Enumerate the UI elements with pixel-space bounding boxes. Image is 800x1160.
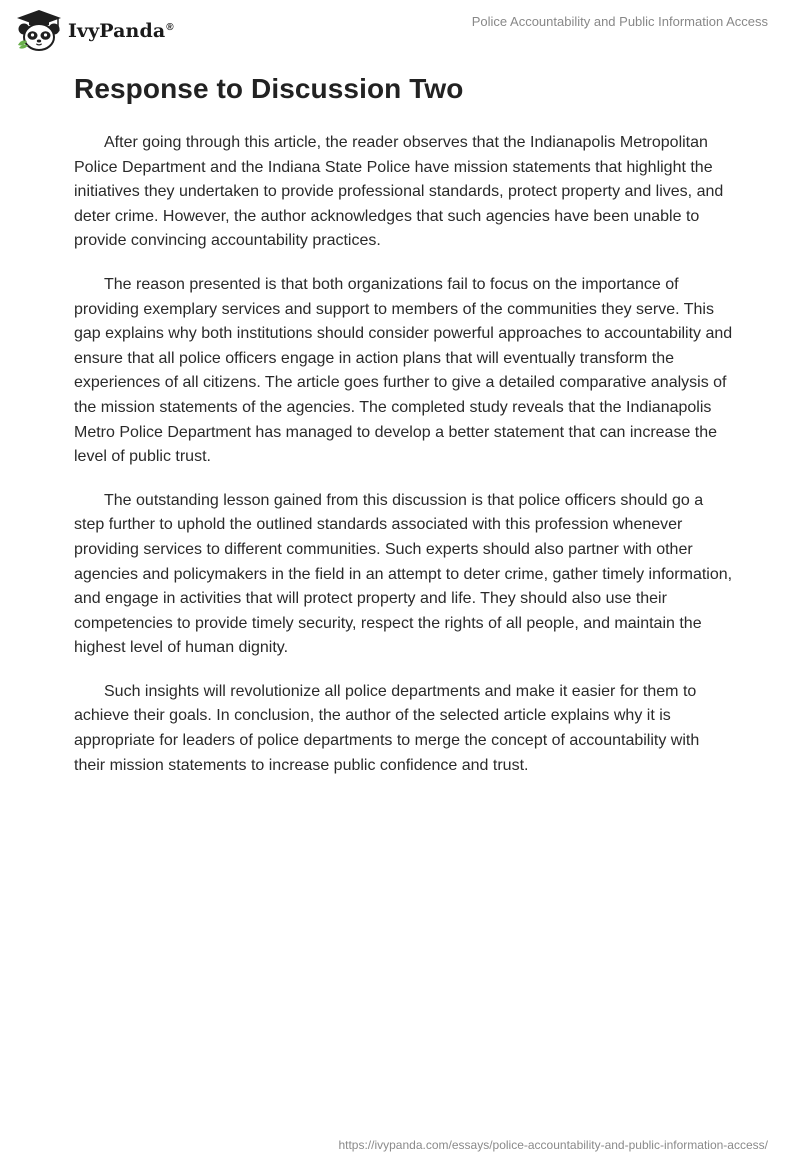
page-title: Response to Discussion Two bbox=[74, 73, 464, 104]
page-header bbox=[0, 0, 800, 60]
source-url-link[interactable]: https://ivypanda.com/essays/police-accountability-and-public-information-access/ bbox=[338, 1138, 768, 1152]
registered-mark: ® bbox=[166, 21, 174, 33]
brand-logo[interactable] bbox=[14, 8, 174, 52]
paragraph: The reason presented is that both organizations fail to focus on the importance of providing exemplary services and support to members of the communities they serve. This gap explains why both institutions should consider powerful approaches to accountability and ensure that all police officers engage in action plans that will eventually transform the experiences of all citizens. The article goes further to give a detailed comparative analysis of the mission statements of the agencies. The completed study reveals that the Indianapolis Metro Police Department has managed to develop a better statement that can increase the level of public trust. bbox=[74, 275, 733, 466]
paragraph: The outstanding lesson gained from this discussion is that police officers should go a step further to uphold the outlined standards associated with this profession whenever providing services to different communities. Such experts should also partner with other agencies and policymakers in the field in an attempt to deter crime, gather timely information, and engage in activities that will protect property and life. They should also use their competencies to provide timely security, respect the rights of all people, and maintain the highest level of human dignity. bbox=[74, 491, 733, 657]
brand-name: IvyPanda® bbox=[68, 20, 174, 42]
paragraph: After going through this article, the reader observes that the Indianapolis Metropolitan Police Department and the Indiana State Police have mission statements that highlight the initiatives they undertaken to provide professional standards, protect property and lives, and deter crime. However, the author acknowledges that such agencies have been unable to provide convincing accountability practices. bbox=[74, 134, 724, 250]
article-body bbox=[74, 131, 734, 797]
panda-graduate-icon bbox=[14, 8, 64, 52]
document-title: Police Accountability and Public Information Access bbox=[471, 14, 768, 29]
paragraph: Such insights will revolutionize all police departments and make it easier for them to achieve their goals. In conclusion, the author of the selected article explains why it is appropriate for leaders of police departments to merge the concept of accountability with their mission statements to increase public confidence and trust. bbox=[74, 682, 700, 774]
